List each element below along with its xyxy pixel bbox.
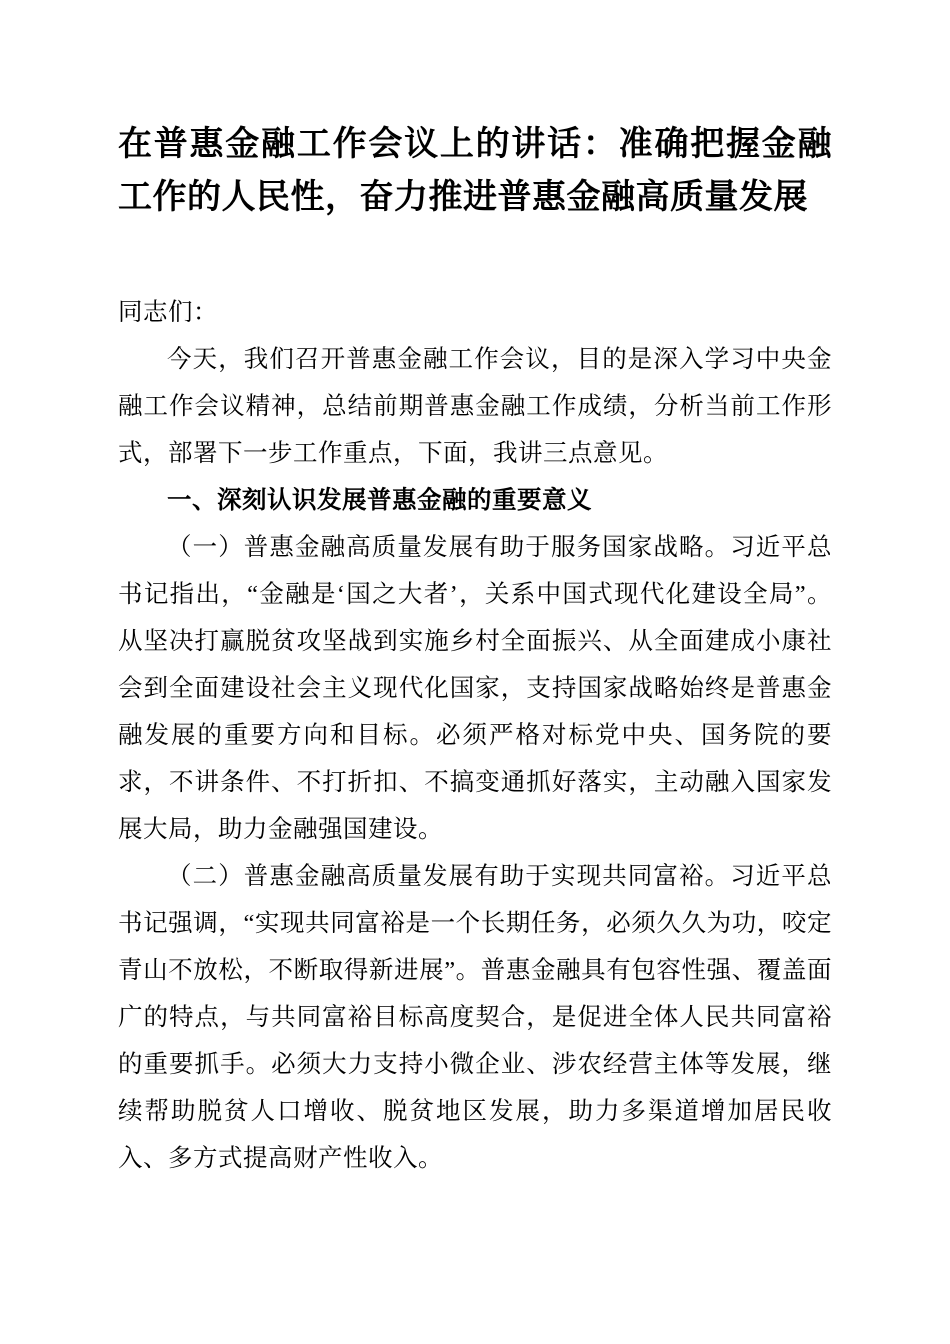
subsection-paragraph-2: （二）普惠金融高质量发展有助于实现共同富裕。习近平总书记强调，“实现共同富裕是一个长期任务，必须久久为功，咬定青山不放松，不断取得新进展”。普惠金融具有包容性强、覆盖面广的特点，与共同富裕目标高度契合，是促进全体人民共同富裕的重要抓手。必须大力支持小微企业、涉农经营主体等发展，继续帮助脱贫人口增收、脱贫地区发展，助力多渠道增加居民收入、多方式提高财产性收入。 bbox=[118, 863, 832, 1173]
salutation-paragraph: 同志们： bbox=[118, 299, 218, 327]
intro-paragraph: 今天，我们召开普惠金融工作会议，目的是深入学习中央金融工作会议精神，总结前期普惠金融工作成绩，分析当前工作形式，部署下一步工作重点，下面，我讲三点意见。 bbox=[118, 346, 832, 468]
document-title: 在普惠金融工作会议上的讲话：准确把握金融工作的人民性，奋力推进普惠金融高质量发展 bbox=[118, 125, 832, 216]
section-heading-1: 一、深刻认识发展普惠金融的重要意义 bbox=[167, 487, 592, 515]
subsection-paragraph-1: （一）普惠金融高质量发展有助于服务国家战略。习近平总书记指出，“金融是‘国之大者’，关系中国式现代化建设全局”。从坚决打赢脱贫攻坚战到实施乡村全面振兴、从全面建成小康社会到全面建设社会主义现代化国家，支持国家战略始终是普惠金融发展的重要方向和目标。必须严格对标党中央、国务院的要求，不讲条件、不打折扣、不搞变通抓好落实，主动融入国家发展大局，助力金融强国建设。 bbox=[118, 534, 832, 844]
